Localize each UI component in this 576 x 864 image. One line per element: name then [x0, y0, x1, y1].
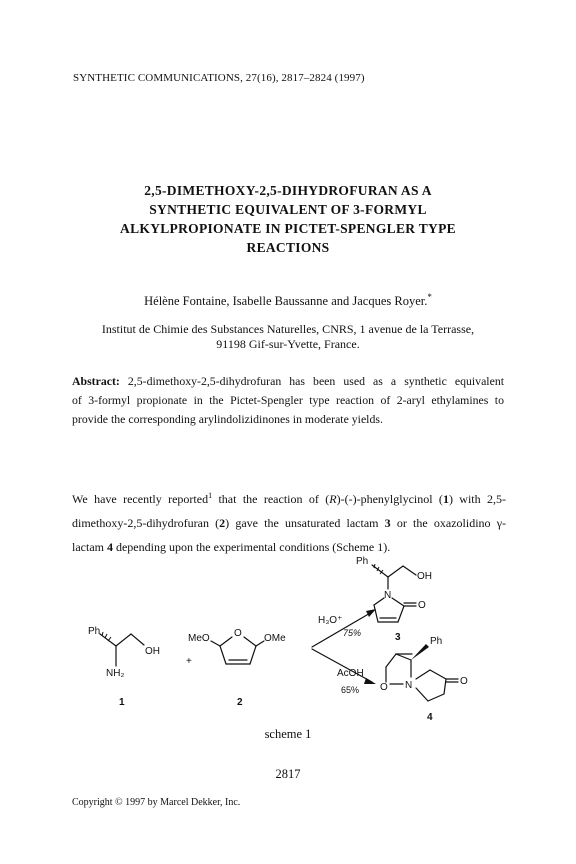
atom-label: OMe [264, 633, 286, 644]
compound-ref-1: 1 [442, 492, 449, 506]
atom-label: O [418, 600, 426, 611]
title-line: REACTIONS [246, 240, 330, 255]
stereo-wedge [411, 644, 429, 660]
compound-1-structure [100, 634, 144, 666]
text: dimethoxy-2,5-dihydrofuran ( [72, 516, 220, 530]
atom-label: N [405, 680, 413, 691]
journal-header: SYNTHETIC COMMUNICATIONS, 27(16), 2817–2824 (1997) [73, 72, 365, 84]
plus-sign: + [186, 656, 192, 667]
compound-4-structure [386, 654, 458, 701]
abstract-line: provide the corresponding arylindolizidinones in moderate yields. [72, 412, 383, 426]
affiliation-line: 91198 Gif-sur-Yvette, France. [216, 337, 360, 351]
yield-bottom: 65% [341, 685, 360, 695]
atom-label: Ph [356, 556, 369, 567]
title-line: ALKYLPROPIONATE IN PICTET-SPENGLER TYPE [120, 221, 456, 236]
reagent-top: H₃O⁺ [318, 615, 343, 626]
compound-3-structure [372, 565, 416, 622]
atom-label: Ph [88, 626, 101, 637]
atom-label: NH₂ [106, 668, 125, 679]
title-line: 2,5-DIMETHOXY-2,5-DIHYDROFURAN AS A [144, 183, 432, 198]
atom-label: MeO [188, 633, 210, 644]
text: depending upon the experimental conditions (Scheme 1). [112, 540, 391, 554]
atom-label: O [234, 628, 242, 639]
atom-label: N [384, 590, 392, 601]
abstract-label: Abstract: [72, 374, 120, 388]
compound-2-structure [211, 637, 264, 664]
scheme-caption: scheme 1 [264, 727, 312, 741]
copyright-notice: Copyright © 1997 by Marcel Dekker, Inc. [72, 797, 241, 808]
text: or the oxazolidino γ- [390, 516, 507, 530]
hashed-bond-3 [374, 564, 383, 574]
atom-label: OH [417, 571, 432, 582]
affiliation-line: Institut de Chimie des Substances Naturelles, CNRS, 1 avenue de la Terrasse, [101, 322, 475, 336]
arrowhead-bottom [364, 678, 376, 684]
title-line: SYNTHETIC EQUIVALENT OF 3-FORMYL [149, 202, 427, 217]
reagent-bottom: AcOH [337, 668, 364, 679]
atom-label: OH [145, 646, 160, 657]
text: ) gave the unsaturated lactam [225, 516, 385, 530]
stereo-descriptor: R [329, 492, 337, 506]
compound-label-4: 4 [427, 712, 433, 723]
atom-label: Ph [430, 636, 443, 647]
compound-label-1: 1 [119, 697, 125, 708]
corresponding-author-mark: * [427, 292, 432, 302]
text: )-(-)-phenylglycinol ( [336, 492, 443, 506]
yield-top: 75% [343, 628, 362, 638]
compound-ref-3: 3 [384, 516, 391, 530]
reference-1: 1 [208, 491, 213, 500]
atom-label: O [460, 676, 468, 687]
arrowhead-top [366, 609, 376, 617]
page-number: 2817 [275, 767, 301, 781]
compound-ref-2: 2 [219, 516, 226, 530]
compound-label-2: 2 [237, 697, 243, 708]
compound-ref-4: 4 [106, 540, 113, 554]
text: lactam [72, 540, 107, 554]
text: ) with 2,5- [448, 492, 507, 506]
text: that the reaction of ( [212, 492, 330, 506]
abstract-text: 2,5-dimethoxy-2,5-dihydrofuran has been used as a synthetic equivalent [127, 374, 504, 388]
text: We have recently reported [72, 492, 209, 506]
author-names: Hélène Fontaine, Isabelle Baussanne and Jacques Royer. [144, 294, 428, 309]
atom-label: O [380, 682, 388, 693]
abstract-line: of 3-formyl propionate in the Pictet-Spengler type reaction of 2-aryl ethylamines to [72, 393, 504, 407]
compound-label-3: 3 [395, 632, 401, 643]
